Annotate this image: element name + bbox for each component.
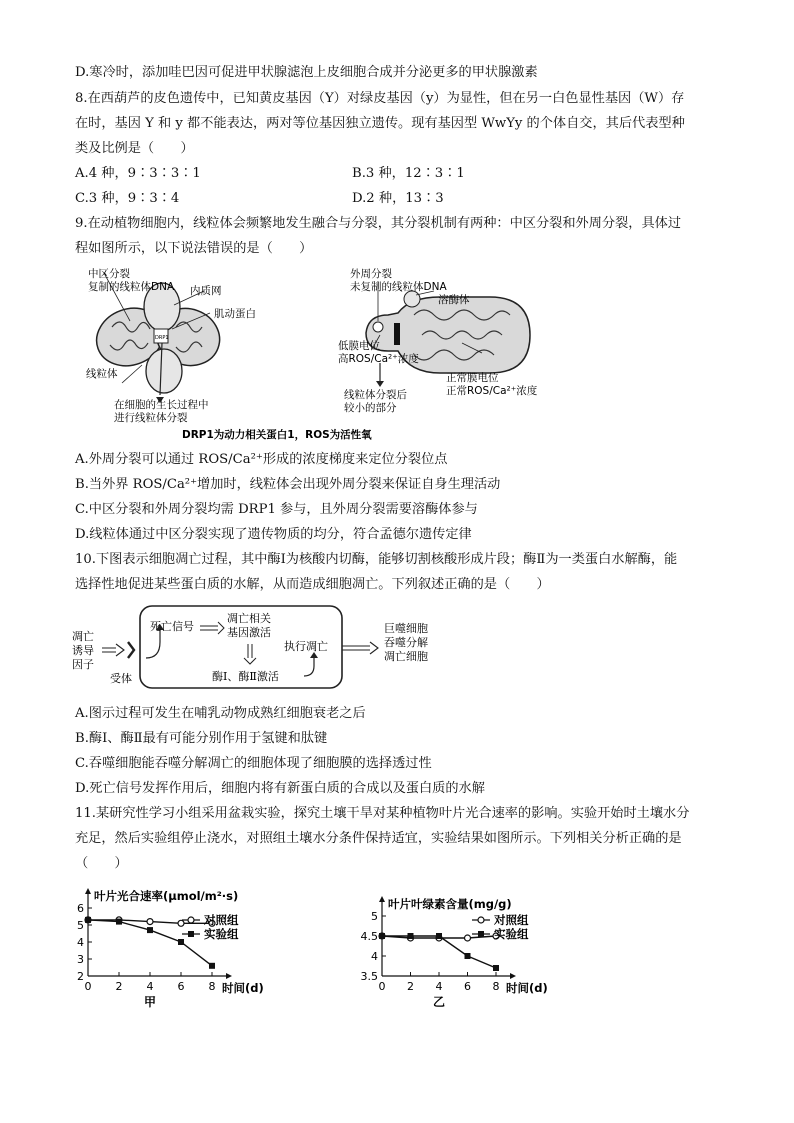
low-potential-label-2: 高ROS/Ca²⁺浓度 bbox=[338, 353, 419, 365]
gene-label-1: 凋亡相关 bbox=[227, 612, 271, 625]
death-signal-label: 死亡信号 bbox=[150, 620, 194, 633]
factor-label-2: 诱导 bbox=[72, 644, 94, 657]
y-axis-title: 叶片光合速率(μmol/m²·s) bbox=[94, 889, 239, 903]
q8-stem-line-1: 8.在西葫芦的皮色遗传中，已知黄皮基因（Y）对绿皮基因（y）为显性，但在另一白色显性基因（W）存 bbox=[75, 91, 685, 106]
data-point-experiment bbox=[85, 917, 91, 923]
chart-title: 乙 bbox=[432, 995, 446, 1009]
data-point-control bbox=[147, 919, 153, 925]
y-tick-label: 4 bbox=[77, 936, 84, 949]
legend-marker-experiment bbox=[188, 931, 194, 937]
gene-label-2: 基因激活 bbox=[227, 626, 271, 639]
y-axis-arrow bbox=[85, 888, 91, 894]
q10-option-c: C.吞噬细胞能吞噬分解凋亡的细胞体现了细胞膜的选择透过性 bbox=[75, 756, 432, 771]
data-point-control bbox=[178, 920, 184, 926]
peripheral-title: 外周分裂 bbox=[350, 268, 392, 280]
peripheral-drp1-ring bbox=[394, 323, 400, 345]
q8-stem-line-3: 类及比例是（ ） bbox=[75, 141, 194, 156]
x-tick-label: 2 bbox=[407, 980, 414, 993]
legend-marker-control bbox=[478, 917, 484, 923]
low-potential-label-1: 低膜电位 bbox=[338, 340, 380, 352]
q9-option-c: C.中区分裂和外周分裂均需 DRP1 参与，且外周分裂需要溶酶体参与 bbox=[75, 502, 478, 517]
data-point-experiment bbox=[116, 919, 122, 925]
er-lobe-bottom bbox=[146, 349, 182, 393]
legend-label: 实验组 bbox=[204, 927, 239, 941]
q10-stem-line-2: 选择性地促进某些蛋白质的水解，从而造成细胞凋亡。下列叙述正确的是（ ） bbox=[75, 577, 550, 592]
x-tick-label: 4 bbox=[435, 980, 443, 993]
q10-option-a: A.图示过程可发生在哺乳动物成熟红细胞衰老之后 bbox=[75, 706, 366, 721]
lysosome bbox=[404, 291, 420, 307]
peripheral-dna-label: 未复制的线粒体DNA bbox=[350, 281, 447, 293]
data-point-experiment bbox=[436, 933, 442, 939]
q9-option-b: B.当外界 ROS/Ca²⁺增加时，线粒体会出现外周分裂来保证自身生理活动 bbox=[75, 477, 501, 492]
q9-option-a: A.外周分裂可以通过 ROS/Ca²⁺形成的浓度梯度来定位分裂位点 bbox=[75, 452, 448, 467]
data-point-experiment bbox=[379, 933, 385, 939]
y-tick-label: 6 bbox=[77, 902, 84, 915]
y-axis-arrow bbox=[379, 896, 385, 902]
mito-label: 线粒体 bbox=[86, 368, 118, 380]
macrophage-label-3: 凋亡细胞 bbox=[384, 650, 428, 663]
mitochondrial-fission-diagram bbox=[82, 265, 542, 445]
peripheral-fission-panel bbox=[338, 267, 538, 414]
q10-option-d: D.死亡信号发挥作用后，细胞内将有新蛋白质的合成以及蛋白质的水解 bbox=[75, 781, 485, 796]
x-tick-label: 0 bbox=[378, 980, 386, 993]
q8-option-d: D.2 种，13∶3 bbox=[352, 191, 444, 206]
q11-stem-line-1: 11.某研究性学习小组采用盆栽实验，探究土壤干旱对某种植物叶片光合速率的影响。实验开始时土壤水分 bbox=[75, 806, 690, 821]
x-axis-title: 时间(d) bbox=[506, 981, 548, 995]
receptor-label: 受体 bbox=[110, 672, 132, 685]
factor-label-3: 因子 bbox=[72, 658, 94, 671]
x-axis-arrow bbox=[226, 973, 232, 979]
enzymes-label: 酶Ⅰ、酶Ⅱ激活 bbox=[212, 670, 279, 683]
lysosome-label: 溶酶体 bbox=[438, 294, 470, 306]
q8-option-c: C.3 种，9∶3∶4 bbox=[75, 191, 180, 206]
q8-option-a: A.4 种，9∶3∶3∶1 bbox=[75, 166, 201, 181]
y-tick-label: 3 bbox=[77, 953, 84, 966]
x-tick-label: 6 bbox=[464, 980, 471, 993]
y-tick-label: 2 bbox=[77, 970, 84, 983]
legend-label: 实验组 bbox=[494, 927, 529, 941]
data-point-experiment bbox=[147, 927, 153, 933]
x-tick-label: 0 bbox=[84, 980, 92, 993]
q8-option-b: B.3 种，12∶3∶1 bbox=[352, 166, 465, 181]
y-tick-label: 5 bbox=[77, 919, 84, 932]
q8-stem-line-2: 在时，基因 Y 和 y 都不能表达，两对等位基因独立遗传。现有基因型 WwYy 的个体自交，其后代表型种 bbox=[75, 116, 685, 131]
diagram-caption: DRP1为动力相关蛋白1，ROS为活性氧 bbox=[182, 429, 372, 441]
midzone-title: 中区分裂 bbox=[88, 268, 130, 280]
legend-marker-experiment bbox=[478, 931, 484, 937]
q11-stem-line-2: 充足，然后实验组停止浇水，对照组土壤水分条件保持适宜，实验结果如图所示。下列相关分析正确的是 bbox=[75, 831, 682, 846]
factor-label-1: 凋亡 bbox=[72, 630, 94, 643]
y-tick-label: 5 bbox=[371, 910, 378, 923]
data-point-control bbox=[465, 935, 471, 941]
er-label: 内质网 bbox=[190, 285, 222, 297]
q11-stem-line-3: （ ） bbox=[75, 856, 128, 871]
q10-stem-line-1: 10.下图表示细胞凋亡过程，其中酶Ⅰ为核酸内切酶，能够切割核酸形成片段；酶Ⅱ为一类蛋白水解酶，能 bbox=[75, 552, 678, 567]
legend-label: 对照组 bbox=[494, 913, 529, 927]
smaller-part-label-2: 较小的部分 bbox=[344, 402, 397, 414]
y-axis-title: 叶片叶绿素含量(mg/g) bbox=[388, 897, 512, 911]
series-line-experiment bbox=[88, 920, 212, 966]
x-axis-arrow bbox=[510, 973, 516, 979]
chart-chlorophyll-content bbox=[348, 880, 628, 1020]
macrophage-label-1: 巨噬细胞 bbox=[384, 622, 428, 635]
q9-stem-line-1: 9.在动植物细胞内，线粒体会频繁地发生融合与分裂，其分裂机制有两种：中区分裂和外周分裂，具体过 bbox=[75, 216, 682, 231]
q10-option-b: B.酶Ⅰ、酶Ⅱ最有可能分别作用于氢键和肽键 bbox=[75, 731, 328, 746]
growth-label-1: 在细胞的生长过程中 bbox=[114, 399, 209, 411]
midzone-dna-label: 复制的线粒体DNA bbox=[88, 281, 175, 293]
x-tick-label: 2 bbox=[115, 980, 123, 993]
data-point-experiment bbox=[209, 963, 215, 969]
smaller-part-label-1: 线粒体分裂后 bbox=[344, 389, 407, 401]
data-point-experiment bbox=[178, 939, 184, 945]
y-tick-label: 4.5 bbox=[360, 930, 378, 943]
x-tick-label: 4 bbox=[146, 980, 154, 993]
drp1-label: DRP1 bbox=[155, 335, 169, 341]
data-point-experiment bbox=[408, 933, 414, 939]
legend-label: 对照组 bbox=[204, 913, 239, 927]
x-axis-title: 时间(d) bbox=[222, 981, 264, 995]
chart-photosynthesis-rate bbox=[62, 880, 332, 1020]
execute-label: 执行凋亡 bbox=[284, 640, 328, 653]
q9-option-d: D.线粒体通过中区分裂实现了遗传物质的均分，符合孟德尔遗传定律 bbox=[75, 527, 472, 542]
growth-label-2: 进行线粒体分裂 bbox=[114, 412, 188, 424]
q9-stem-line-2: 程如图所示，以下说法错误的是（ ） bbox=[75, 241, 313, 256]
q7-option-d: D.寒冷时，添加哇巴因可促进甲状腺滤泡上皮细胞合成并分泌更多的甲状腺激素 bbox=[75, 65, 538, 80]
y-tick-label: 3.5 bbox=[360, 970, 378, 983]
y-tick-label: 4 bbox=[371, 950, 378, 963]
midzone-fission-panel bbox=[86, 267, 256, 424]
x-tick-label: 6 bbox=[177, 980, 185, 993]
x-tick-label: 8 bbox=[208, 980, 216, 993]
x-tick-label: 8 bbox=[492, 980, 500, 993]
data-point-experiment bbox=[465, 953, 471, 959]
data-point-experiment bbox=[493, 965, 499, 971]
chart-title: 甲 bbox=[143, 995, 157, 1009]
legend-marker-control bbox=[188, 917, 194, 923]
normal-potential-label-1: 正常膜电位 bbox=[446, 372, 499, 384]
apoptosis-diagram bbox=[72, 602, 452, 698]
normal-potential-label-2: 正常ROS/Ca²⁺浓度 bbox=[446, 385, 538, 397]
macrophage-label-2: 吞噬分解 bbox=[384, 636, 428, 649]
actin-label: 肌动蛋白 bbox=[214, 308, 256, 320]
